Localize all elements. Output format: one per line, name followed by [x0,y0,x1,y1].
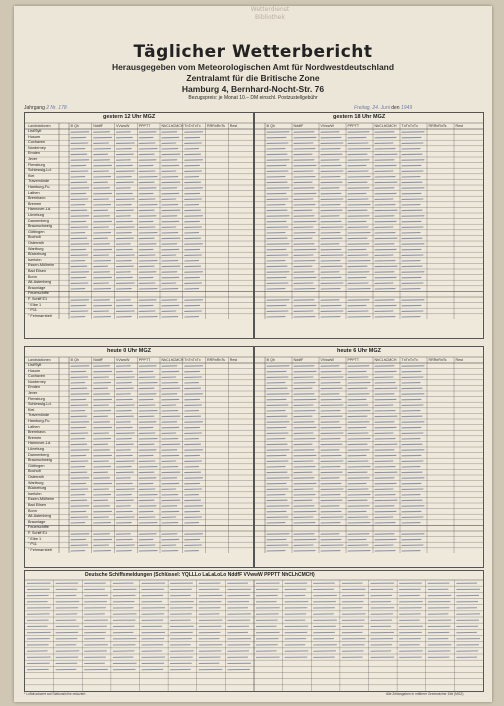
station-name: Bocholt [28,235,41,240]
station-name: Hamburg-Fu. [28,419,51,423]
column-header: NddfF [93,124,104,129]
station-name: Bonn [28,508,37,513]
station-name: Schleswig-Ld. [28,168,52,173]
station-name: " P11 [28,542,37,547]
station-name: Bad Eilsen [28,269,47,273]
station-name: List/Sylt [28,363,42,367]
year-value: 1949 [400,105,413,111]
table-grid [255,113,483,319]
station-name: Feuerschiffe [28,291,49,296]
station-name: Bremen [28,201,42,206]
column-header: TnTnTxTx [184,124,201,129]
section-title: heute 6 Uhr MGZ [337,348,382,354]
column-header: NddfF [293,124,304,129]
report-title: Täglicher Wetterbericht [133,42,373,62]
station-name: Alt-Astenberg [28,280,52,285]
station-name: Lathen [28,424,40,429]
station-name: Schleswig-Ld. [28,402,52,407]
station-name: Dannenberg [28,218,49,223]
column-header: RRRnRnTs [207,124,225,129]
table-grid [255,347,483,553]
station-name: Emden [28,151,41,156]
station-name: Braunlage [28,519,46,524]
station-name: " Elbe 1 [28,302,42,307]
station-name: Cuxhaven [28,374,46,379]
column-header: NddfF [93,358,104,363]
table-gestern-18 [254,112,484,339]
column-header: Ill Qh [70,124,79,129]
station-name: Travemünde [28,179,50,184]
station-name: " Fehmarnbelt [28,547,52,552]
column-header: Rest [229,358,238,363]
column-header: VVwwW [116,358,130,363]
station-name: Travemünde [28,413,50,418]
station-name: Jever [28,391,38,395]
ship-reports-table [24,570,484,692]
station-name: Dannenberg [28,452,49,457]
station-name: Bonn [28,274,37,279]
station-name: Kiel [28,407,35,412]
station-name: Bad Eilsen [28,503,47,507]
station-name: Norderney [28,145,46,150]
column-header: Ill Qh [266,124,275,129]
station-name: Osterrath [28,475,44,479]
station-name: Bremhavn. [28,196,47,201]
issue-info [24,105,67,111]
station-name: Braunschweig [28,458,52,463]
table-heute-0 [24,346,254,568]
station-name: Flensburg [28,396,45,401]
station-name: Göttingen [28,229,45,234]
footnote-right: Alle Zeitangaben in mittlerer Greenwicher Zeit (MGZ) [386,692,464,696]
station-name: Braunlage [28,285,46,290]
station-name: Iserlohn [28,491,42,496]
station-name: Kiel [28,173,35,178]
column-header: Rest [229,124,238,129]
jahrgang-label: Jahrgang [24,105,45,111]
jahrgang-value: 2 Nr. 178 [46,105,67,111]
station-column-header: Landstationen [28,124,51,129]
price-line: Bezugspreis: je Monat 10.– DM einschl. Postzustellgebühr [188,95,318,101]
station-name: Flensburg [28,162,45,167]
station-name: Hamburg-Fu. [28,185,51,189]
address-line: Hamburg 4, Bernhard-Nocht-Str. 76 [181,84,325,94]
column-header: Rest [455,358,463,363]
station-name: " Elbe 1 [28,536,42,541]
column-header: VVwwW [320,358,334,363]
station-name: F. Schiff E1 [28,531,48,535]
station-name: " Fehmarnbelt [28,313,52,318]
station-name: Norderney [28,379,46,384]
section-title: gestern 18 Uhr MGZ [333,114,386,120]
station-name: Hannover-Ld. [28,441,52,446]
section-title: heute 0 Uhr MGZ [107,348,152,354]
station-name: Emden [28,385,41,390]
station-name: Wartburg [28,480,44,485]
station-name: F. Schiff E1 [28,297,48,301]
column-header: TnTnTxTx [401,124,418,129]
column-header: VVwwW [320,124,334,129]
station-name: Bremen [28,435,42,440]
column-header: PPPTT [138,358,151,363]
column-header: PPPTT [138,124,151,129]
column-header: Rest [455,124,463,129]
date-info [354,105,412,111]
table-heute-6 [254,346,484,568]
table-gestern-12 [24,112,254,339]
station-name: Alt-Astenberg [28,514,52,519]
station-name: Wartburg [28,246,44,251]
library-stamp: Wetterdienst Bibliothek [250,6,290,21]
station-name: Bremhavn. [28,430,47,435]
column-header: PPPTT [347,124,360,129]
station-name: Jever [28,157,38,161]
station-name: Bocholt [28,469,41,474]
column-header: NhCLhCMCH [374,358,397,363]
station-name: Bückeburg [28,486,47,491]
office-line: Zentralamt für die Britische Zone [186,73,320,83]
station-name: Bückeburg [28,252,47,257]
column-header: NhCLhCMCH [161,124,184,129]
date-value: Freitag, 24. Juni [354,105,390,111]
column-header: NhCLhCMCH [374,124,397,129]
ship-grid [25,571,483,691]
column-header: RRRnRnTs [428,124,447,129]
station-name: Osterrath [28,241,44,245]
station-name: Feuerschiffe [28,525,49,530]
station-name: Husum [28,134,41,139]
column-header: NddfF [293,358,304,363]
column-header: RRRnRnTs [207,358,225,363]
column-header: TnTnTxTx [401,358,418,363]
station-name: Iserlohn [28,257,42,262]
station-name: Braunschweig [28,224,52,229]
station-name: " P11 [28,308,37,313]
station-name: Göttingen [28,463,45,468]
date-label: den [391,105,400,111]
station-name: Lüneburg [28,447,45,451]
station-name: Hannover-Ld. [28,207,52,212]
station-column-header: Landstationen [28,358,51,363]
footnote-left: * Luftdruckwert auf Stationshöhe reduziert [24,692,86,696]
station-name: Essen-Mülheim [28,497,55,502]
table-grid [25,347,253,553]
column-header: PPPTT [347,358,360,363]
station-name: List/Sylt [28,129,42,133]
column-header: TnTnTxTx [184,358,201,363]
column-header: NhCLhCMCH [161,358,184,363]
station-name: Lüneburg [28,213,45,217]
station-name: Husum [28,368,41,373]
publisher-line: Herausgegeben vom Meteorologischen Amt für Nordwestdeutschland [111,62,395,72]
ship-reports-title: Deutsche Schiffsmeldungen (Schlüssel: YQLLLo LaLaLoLo NddfF VVwwW PPPTT NhCLhCMCH) [85,572,315,578]
weather-report-page [14,6,492,702]
column-header: Ill Qh [70,358,79,363]
column-header: Ill Qh [266,358,275,363]
table-grid [25,113,253,319]
station-name: Essen-Mülheim [28,263,55,268]
column-header: VVwwW [116,124,130,129]
column-header: RRRnRnTs [428,358,447,363]
section-title: gestern 12 Uhr MGZ [103,114,156,120]
station-name: Lathen [28,190,40,195]
station-name: Cuxhaven [28,140,46,145]
